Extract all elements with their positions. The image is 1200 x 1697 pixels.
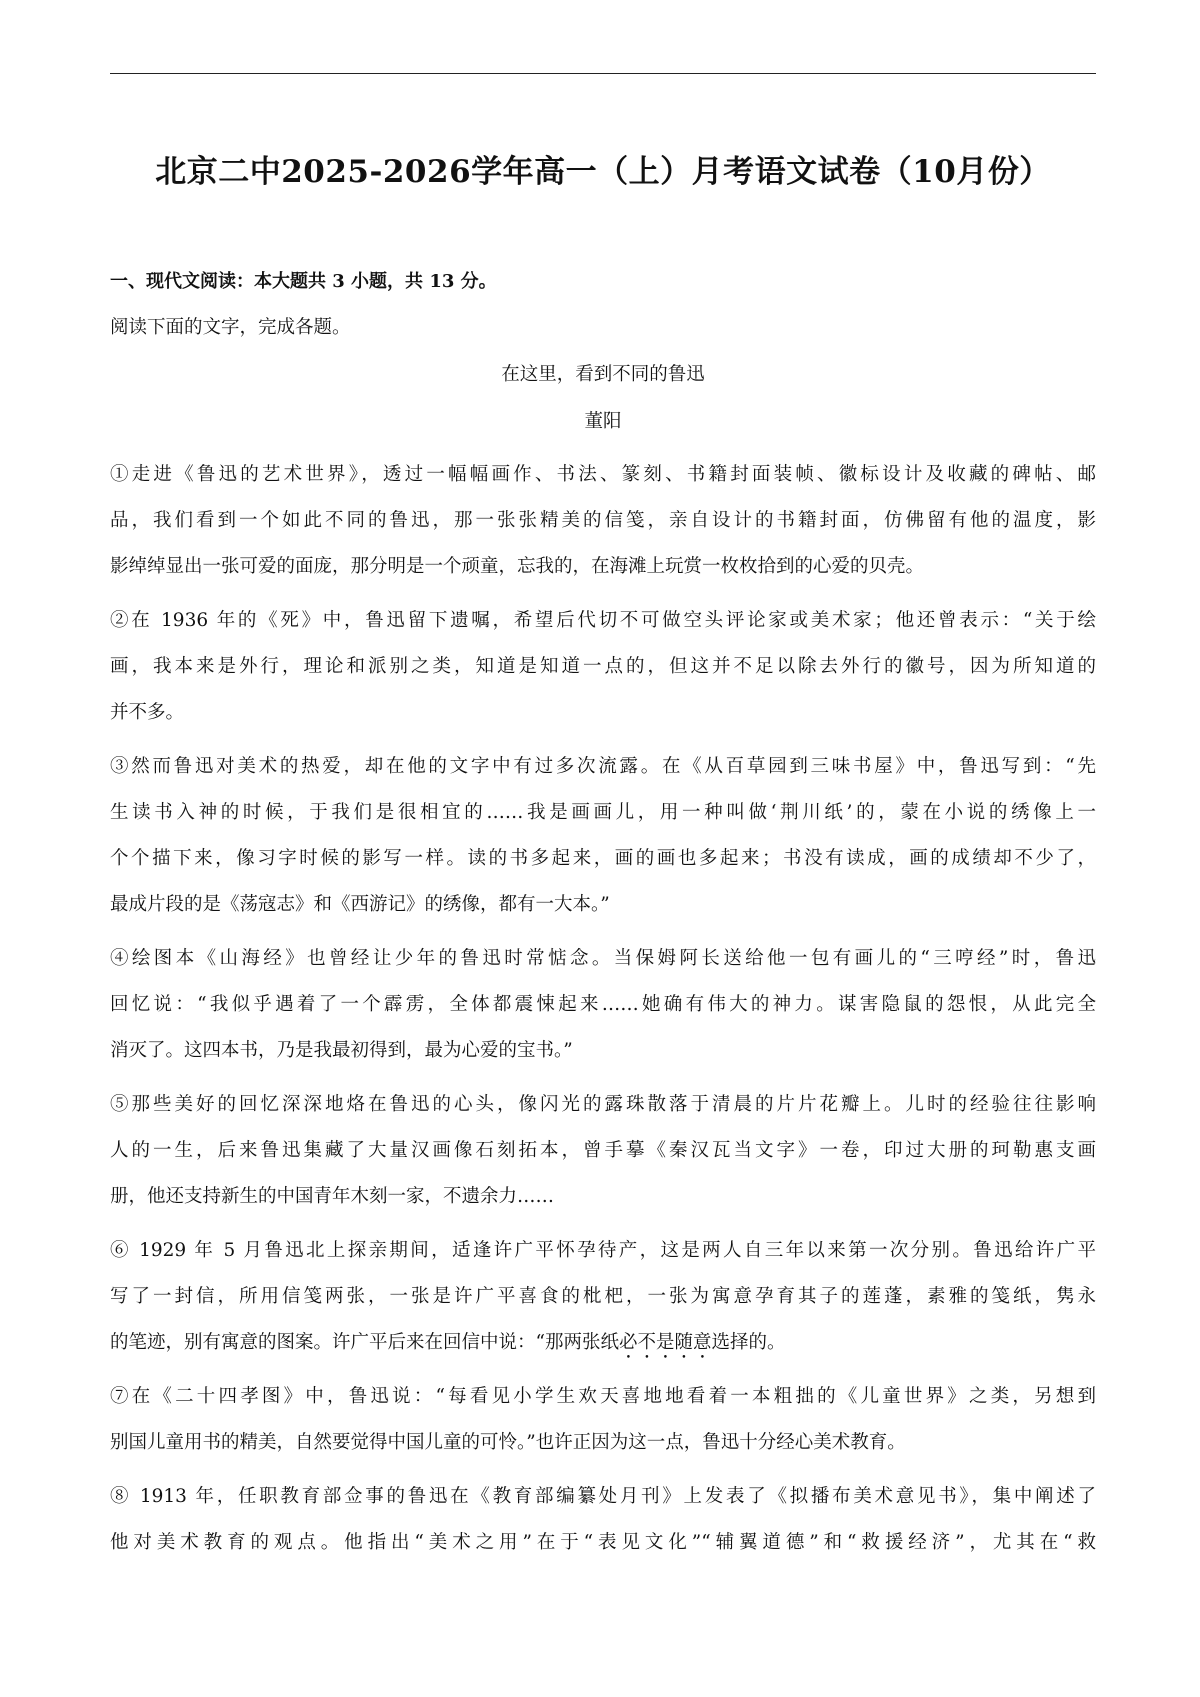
text-line: 品，我们看到一个如此不同的鲁迅，那一张张精美的信笺，亲自设计的书籍封面，仿佛留有他的温度，影: [110, 510, 1096, 531]
text-line: 影绰绰显出一张可爱的面庞，那分明是一个顽童，忘我的，在海滩上玩赏一枚枚拾到的心爱的贝壳。: [110, 556, 925, 577]
text-line: ③然而鲁迅对美术的热爱，却在他的文字中有过多次流露。在《从百草园到三味书屋》中，鲁迅写到：“先: [110, 756, 1096, 777]
text-line: 册，他还支持新生的中国青年木刻一家，不遗余力……: [110, 1186, 555, 1207]
text-line: ①走进《鲁迅的艺术世界》，透过一幅幅画作、书法、篆刻、书籍封面装帧、徽标设计及收藏的碑帖、邮: [110, 464, 1096, 485]
text-line: 人的一生，后来鲁迅集藏了大量汉画像石刻拓本，曾手摹《秦汉瓦当文字》一卷，印过大册的珂勒惠支画: [110, 1140, 1096, 1161]
text-line: 他对美术教育的观点。他指出“美术之用”在于“表见文化”“辅翼道德”和“救援经济”，尤其在“救: [110, 1532, 1096, 1553]
reading-instruction: 阅读下面的文字，完成各题。: [110, 317, 351, 338]
text-segment: 的笔迹，别有寓意的图案。许广平后来在回信中说：“那两张纸: [110, 1332, 619, 1353]
text-line: ④绘图本《山海经》也曾经让少年的鲁迅时常惦念。当保姆阿长送给他一包有画儿的“三哼经”时，鲁迅: [110, 948, 1096, 969]
text-line: ⑦在《二十四孝图》中，鲁迅说：“每看见小学生欢天喜地地看着一本粗拙的《儿童世界》之类，另想到: [110, 1386, 1096, 1407]
exam-title: 北京二中2025-2026学年高一（上）月考语文试卷（10月份）: [155, 154, 1051, 190]
emphasized-phrase: 必不是随意: [618, 1332, 712, 1353]
text-line: ⑥ 1929 年 5 月鲁迅北上探亲期间，适逢许广平怀孕待产，这是两人自三年以来第一次分别。鲁迅给许广平: [110, 1240, 1096, 1261]
paragraph-7: [110, 1374, 1096, 1466]
text-segment: 选择的。: [711, 1332, 786, 1353]
paragraph-4: [110, 936, 1096, 1074]
text-line: 消灭了。这四本书，乃是我最初得到，最为心爱的宝书。”: [110, 1040, 573, 1061]
paragraph-2: [110, 598, 1096, 736]
article-title: 在这里，看到不同的鲁迅: [501, 364, 705, 385]
text-line: 最成片段的是《荡寇志》和《西游记》的绣像，都有一大本。”: [110, 894, 610, 915]
article-body: [110, 452, 1096, 1574]
paragraph-3: [110, 744, 1096, 928]
paragraph-5: [110, 1082, 1096, 1220]
text-line: ②在 1936 年的《死》中，鲁迅留下遗嘱，希望后代切不可做空头评论家或美术家；他还曾表示：“关于绘: [110, 610, 1096, 631]
section-heading: 一、现代文阅读：本大题共 3 小题，共 13 分。: [110, 271, 497, 292]
paragraph-1: [110, 452, 1096, 590]
text-line: [110, 1320, 1096, 1366]
text-line: 回忆说：“我似乎遇着了一个霹雳，全体都震悚起来……她确有伟大的神力。谋害隐鼠的怨恨，从此完全: [110, 994, 1096, 1015]
text-line: ⑤那些美好的回忆深深地烙在鲁迅的心头，像闪光的露珠散落于清晨的片片花瓣上。儿时的经验往往影响: [110, 1094, 1096, 1115]
text-line: 个个描下来，像习字时候的影写一样。读的书多起来，画的画也多起来；书没有读成，画的成绩却不少了，: [110, 848, 1096, 869]
text-line: 生读书入神的时候，于我们是很相宜的……我是画画儿，用一种叫做‘荆川纸’的，蒙在小说的绣像上一: [110, 802, 1096, 823]
text-line: 别国儿童用书的精美，自然要觉得中国儿童的可怜。”也许正因为这一点，鲁迅十分经心美术教育。: [110, 1432, 906, 1453]
text-line: ⑧ 1913 年，任职教育部佥事的鲁迅在《教育部编纂处月刊》上发表了《拟播布美术意见书》，集中阐述了: [110, 1486, 1096, 1507]
text-line: 写了一封信，所用信笺两张，一张是许广平喜食的枇杷，一张为寓意孕育其子的莲蓬，素雅的笺纸，隽永: [110, 1286, 1096, 1307]
paragraph-8: [110, 1474, 1096, 1566]
paragraph-6: [110, 1228, 1096, 1366]
text-line: 画，我本来是外行，理论和派别之类，知道是知道一点的，但这并不足以除去外行的徽号，因为所知道的: [110, 656, 1096, 677]
header-rule: [110, 73, 1096, 74]
article-author: 董阳: [584, 411, 622, 432]
text-line: 并不多。: [110, 702, 185, 723]
